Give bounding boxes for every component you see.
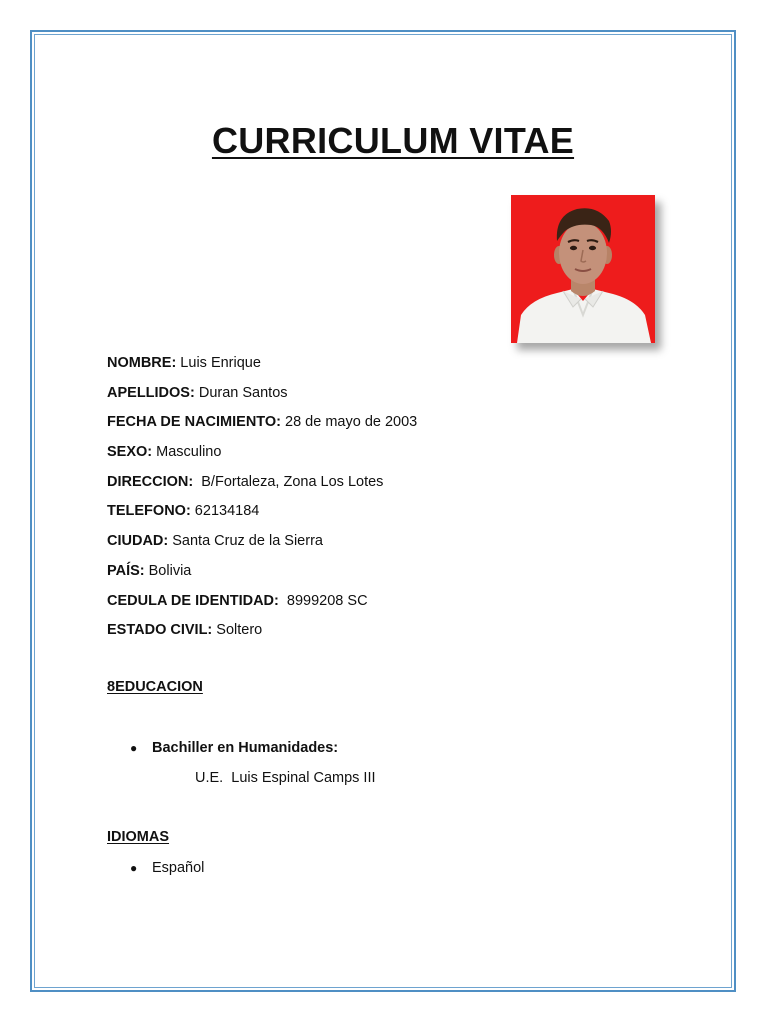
info-value: B/Fortaleza, Zona Los Lotes: [193, 473, 384, 490]
info-label: FECHA DE NACIMIENTO:: [107, 414, 281, 431]
info-value: 28 de mayo de 2003: [281, 414, 418, 431]
education-item-detail: U.E. Luis Espinal Camps III: [195, 770, 376, 786]
info-row-cedula: [107, 590, 507, 620]
info-value: 8999208 SC: [278, 592, 368, 609]
languages-heading: IDIOMAS: [107, 829, 170, 845]
personal-info: [107, 352, 507, 649]
bullet-icon: ●: [130, 861, 138, 876]
document-title: CURRICULUM VITAE: [211, 120, 575, 161]
info-label: ESTADO CIVIL:: [107, 622, 213, 639]
info-value: Masculino: [152, 444, 222, 461]
info-row-telefono: [107, 500, 507, 530]
info-value: Soltero: [212, 622, 263, 639]
info-row-pais: [107, 560, 507, 590]
bullet-icon: ●: [130, 741, 138, 756]
info-value: Santa Cruz de la Sierra: [168, 533, 323, 550]
info-label: NOMBRE:: [107, 355, 177, 371]
info-label: PAÍS:: [107, 562, 145, 579]
info-row-apellidos: [107, 382, 507, 412]
language-item: [130, 860, 204, 876]
education-heading: 8EDUCACION: [107, 679, 203, 695]
info-row-ciudad: [107, 530, 507, 560]
language-item-label: Español: [152, 860, 205, 876]
education-item: [130, 740, 338, 756]
education-item-title: Bachiller en Humanidades:: [152, 740, 339, 756]
info-value: 62134184: [190, 503, 260, 520]
info-row-sexo: [107, 441, 507, 471]
info-row-fecha-nacimiento: [107, 411, 507, 441]
info-value: Luis Enrique: [176, 355, 261, 371]
info-label: TELEFONO:: [107, 503, 191, 520]
info-row-nombre: [107, 352, 507, 382]
portrait-photo: [511, 195, 655, 343]
info-label: DIRECCION:: [107, 473, 194, 490]
info-label: CEDULA DE IDENTIDAD:: [107, 592, 279, 609]
info-label: APELLIDOS:: [107, 384, 195, 401]
info-label: CIUDAD:: [107, 533, 169, 550]
info-value: Duran Santos: [194, 384, 288, 401]
info-label: SEXO:: [107, 444, 153, 461]
portrait-illustration: [511, 195, 655, 343]
info-row-estado-civil: [107, 619, 507, 649]
info-value: Bolivia: [144, 562, 192, 579]
info-row-direccion: [107, 471, 507, 501]
